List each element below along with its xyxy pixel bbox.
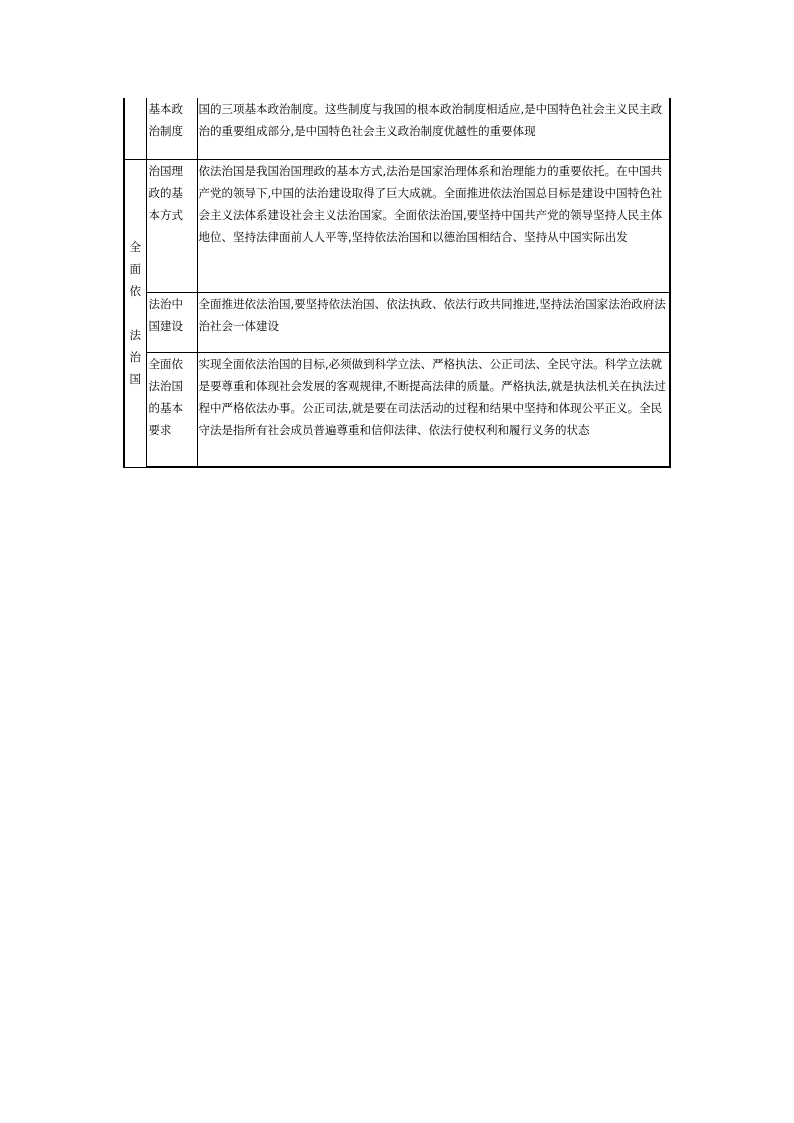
table-row	[124, 159, 670, 292]
content-cell-governance-method: 依法治国是我国治国理政的基本方式,法治是国家治理体系和治理能力的重要依托。在中国共产党的领导下,中国的法治建设取得了巨大成就。全面推进依法治国总目标是建设中国特色社会主义法体系建设社会主义法治国家。全面依法治国,要坚持中国共产党的领导坚持人民主体地位、坚持法律面前人人平等,坚持依法治国和以德治国相结合、坚持从中国实际出发	[197, 159, 670, 292]
knowledge-table	[123, 98, 671, 468]
category-char: 面	[129, 262, 141, 277]
term-cell-basic-requirements	[146, 353, 197, 467]
category-cell-rule-of-law	[124, 159, 146, 467]
term-cell-rule-of-law-construction	[146, 293, 197, 353]
category-char: 国	[129, 372, 141, 387]
table-row	[124, 98, 670, 159]
term-line: 本方式	[148, 207, 183, 222]
category-char: 治	[129, 350, 141, 365]
content-cell-rule-of-law-construction: 全面推进依法治国,要坚持依法治国、依法执政、依法行政共同推进,坚持法治国家法治政府法治社会一体建设	[197, 293, 670, 353]
category-char: 依	[129, 284, 141, 299]
content-cell-basic-requirements: 实现全面依法治国的目标,必须做到科学立法、严格执法、公正司法、全民守法。科学立法就是要尊重和体现社会发展的客观规律,不断提高法律的质量。严格执法,就是执法机关在执法过程中严格依法办事。公正司法,就是要在司法活动的过程和结果中坚持和体现公平正义。全民守法是指所有社会成员普遍尊重和信仰法律、依法行使权利和履行义务的状态	[197, 353, 670, 467]
term-line: 法治中	[148, 297, 183, 312]
category-char: 法	[129, 328, 141, 343]
term-line: 治国理	[148, 163, 183, 178]
term-line: 国建设	[148, 319, 183, 334]
term-cell-governance-method	[146, 159, 197, 292]
term-line: 治制度	[148, 124, 183, 138]
term-line: 的基本	[148, 401, 183, 416]
term-line: 法治国	[148, 379, 183, 394]
term-line: 全面依	[148, 357, 183, 372]
category-gap	[125, 302, 146, 324]
term-line: 政的基	[148, 185, 183, 200]
table-row	[124, 353, 670, 467]
category-char: 全	[129, 240, 141, 255]
term-line: 要求	[148, 423, 172, 438]
blank-category-cell	[124, 98, 146, 159]
term-cell-political-system	[146, 98, 197, 159]
content-table-wrapper	[123, 98, 671, 468]
content-cell-political-system: 国的三项基本政治制度。这些制度与我国的根本政治制度相适应,是中国特色社会主义民主政治的重要组成部分,是中国特色社会主义政治制度优越性的重要体现	[197, 98, 670, 159]
table-row	[124, 293, 670, 353]
term-line: 基本政	[148, 102, 183, 116]
